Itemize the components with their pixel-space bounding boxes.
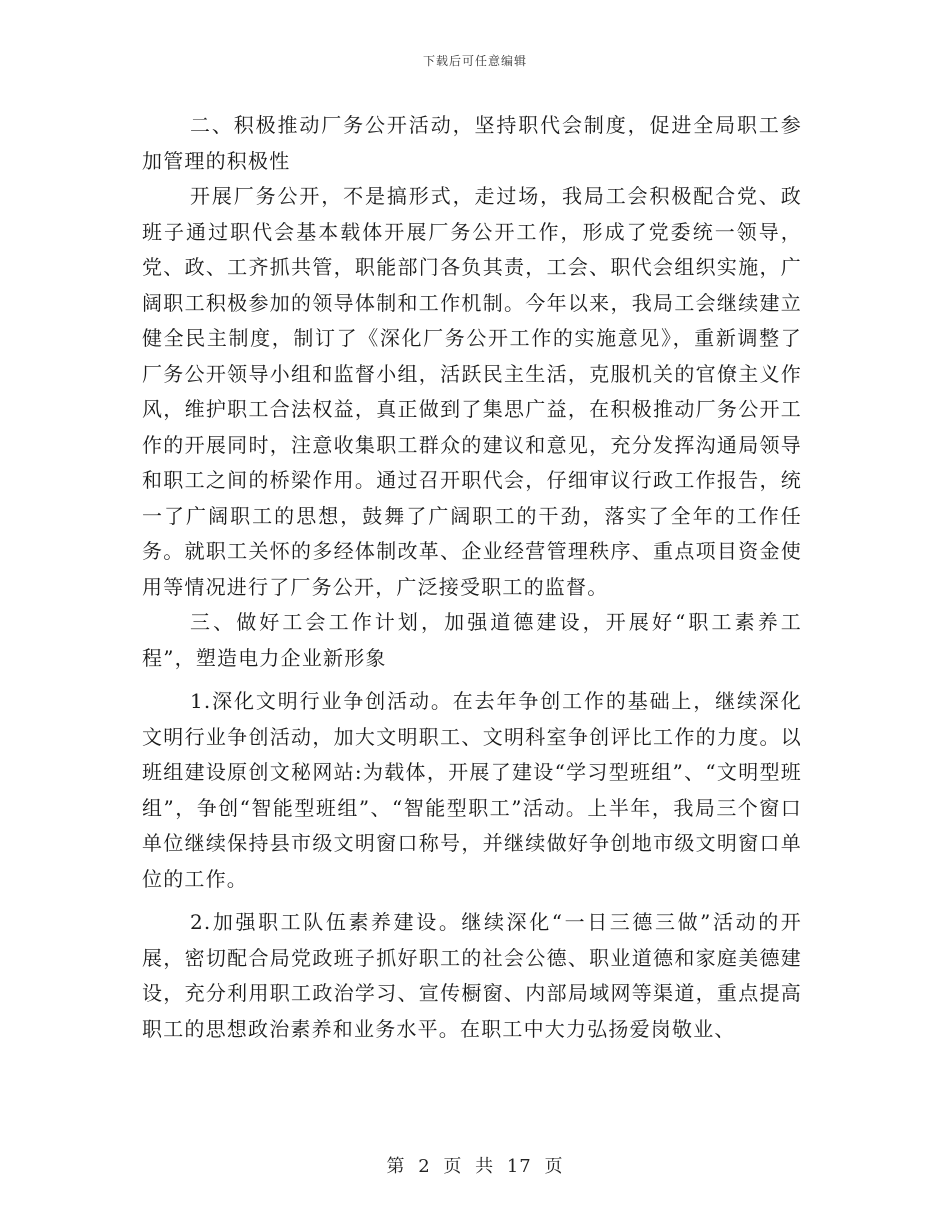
- section-heading-two: 二、积极推动厂务公开活动，坚持职代会制度，促进全局职工参加管理的积极性: [142, 113, 802, 173]
- paragraph-factory-affairs: 开展厂务公开，不是搞形式，走过场，我局工会积极配合党、政班子通过职代会基本载体开展厂务公开工作，形成了党委统一领导，党、政、工齐抓共管，职能部门各负其责，工会、职代会组织实施，广阔职工积极参加的领导体制和工作机制。今年以来，我局工会继续建立健全民主制度，制订了《深化厂务公开工作的实施意见》，重新调整了厂务公开领导小组和监督小组，活跃民主生活，克服机关的官僚主义作风，维护职工合法权益，真正做到了集思广益，在积极推动厂务公开工作的开展同时，注意收集职工群众的建议和意见，充分发挥沟通局领导和职工之间的桥梁作用。通过召开职代会，仔细审议行政工作报告，统一了广阔职工的思想，鼓舞了广阔职工的干劲，落实了全年的工作任务。就职工关怀的多经体制改革、企业经营管理秩序、重点项目资金使用等情况进行了厂务公开，广泛接受职工的监督。: [142, 184, 802, 599]
- header-note: 下载后可任意编辑: [422, 54, 527, 68]
- paragraph-item-one: 1.深化文明行业争创活动。在去年争创工作的基础上，继续深化文明行业争创活动，加大文明职工、文明科室争创评比工作的力度。以班组建设原创文秘网站:为载体，开展了建设“学习型班组”、“文明型班组”，争创“智能型班组”、“智能型职工”活动。上半年，我局三个窗口单位继续保持县市级文明窗口称号，并继续做好争创地市级文明窗口单位的工作。: [142, 689, 802, 891]
- page-number-footer: 第 2 页 共 17 页: [386, 1156, 564, 1177]
- section-heading-three: 三、做好工会工作计划，加强道德建设，开展好“职工素养工程”，塑造电力企业新形象: [142, 610, 802, 670]
- paragraph-item-two: 2.加强职工队伍素养建设。继续深化“一日三德三做”活动的开展，密切配合局党政班子抓好职工的社会公德、职业道德和家庭美德建设，充分利用职工政治学习、宣传橱窗、内部局域网等渠道，重点提高职工的思想政治素养和业务水平。在职工中大力弘扬爱岗敬业、: [142, 910, 802, 1041]
- document-body: [142, 108, 802, 1047]
